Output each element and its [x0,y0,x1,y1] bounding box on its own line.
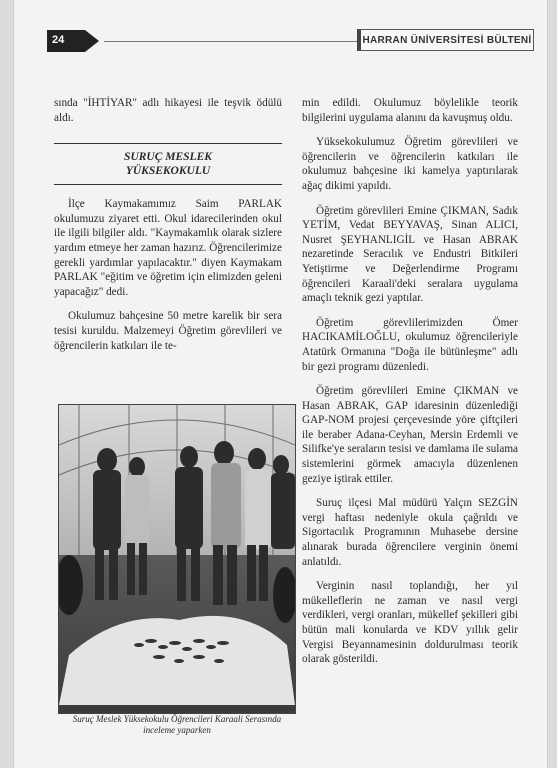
photo-caption-line1: Suruç Meslek Yüksekokulu Öğrencileri Karaali Serasında [72,714,282,724]
publication-title: HARRAN ÜNİVERSİTESİ BÜLTENİ [357,29,534,51]
right-paragraph: Verginin nasıl toplandığı, her yıl mükelleflerin ne zaman ve nasıl vergi verdikleri, vergi oranları, mükellef şekilleri gibi bütün mali konularda ve KDV yıllık gelir Vergisi Beyannamesinin doldurulması teorik olarak gösterildi. [302,580,518,666]
section-heading-line1: SURUÇ MESLEK [124,151,212,164]
right-paragraph: Öğretim görevlileri Emine ÇIKMAN ve Hasan ABRAK, GAP idaresinin düzenlediği GAP-NOM projesi çerçevesinde yöre çiftçileri ile beraber Adana-Ceyhan, Mersin Erdemli ve Silifke'ye seraların tesisi ve damlama ile sulama sistemlerini görmek amacıyla düzenlenen geziye iştirak ettiler. [302,385,518,485]
right-paragraph: min edildi. Okulumuz böylelikle teorik bilgilerini uygulama alanını da kavuşmuş oldu. [302,97,518,124]
photo-caption-line2: inceleme yaparken [143,725,211,735]
right-paragraph: Yüksekokulumuz Öğretim görevlileri ve öğrencilerin ve öğrencilerin katkıları ile okulumuz bahçesine iki kamelya yaptırılarak ağaç dikimi yapıldı. [302,136,518,192]
left-paragraph: İlçe Kaymakamımız Saim PARLAK okulumuzu ziyaret etti. Okul idarecilerinden okul ile ilgili bilgiler aldı. "Kaymakamlık olarak sizlere yardım etmeye her zaman hazırız. Öğrencilerimize gerekli yardımlar yapılacaktır." diyen Kaymakam PARLAK "eğitim ve öğretim için elimizden geleni yapacağız" dedi. [54,198,282,298]
section-heading [54,143,282,185]
header-rule [104,41,364,42]
right-paragraph: Öğretim görevlilerimizden Ömer HACIKAMİLOĞLU, okulumuz öğrencileriyle Atatürk Ormanına "Doğa ile bütünleşme" adlı bir gezi programı düzenledi. [302,316,518,373]
greenhouse-photo-illustration [59,405,295,713]
right-column [302,96,518,677]
section-heading-line2: YÜKSEKOKULU [125,165,211,178]
greenhouse-photo [58,404,296,714]
left-paragraph: Okulumuz bahçesine 50 metre karelik bir sera tesisi kuruldu. Malzemeyi Öğretim görevlileri ve öğrencilerin katkıları ile te- [54,310,282,352]
bulletin-page [14,0,547,768]
left-column [54,96,282,363]
page-number: 24 [52,34,65,46]
right-paragraph: Suruç ilçesi Mal müdürü Yalçın SEZGİN vergi haftası nedeniyle okula çağrıldı ve Sigortacılık Programının Muhasebe dersine alınarak burada öğrencilere verginin önemi anlatıldı. [302,497,518,568]
right-paragraph: Öğretim görevlileri Emine ÇIKMAN, Sadık YETİM, Vedat BEYYAVAŞ, Sinan ALICI, Nusret ŞEYHANLIGİL ve Hasan ABRAK nezaretinde Seracılık ve Endustri Bitkileri Yetiştirme ve Değerlendirme Programı öğrencileri Karaali'deki seralara uygulama amaçlı teknik gezi yaptılar. [302,204,518,305]
intro-paragraph: sında "İHTİYAR" adlı hikayesi ile teşvik ödülü aldı. [54,97,282,124]
photo-caption [54,714,300,736]
